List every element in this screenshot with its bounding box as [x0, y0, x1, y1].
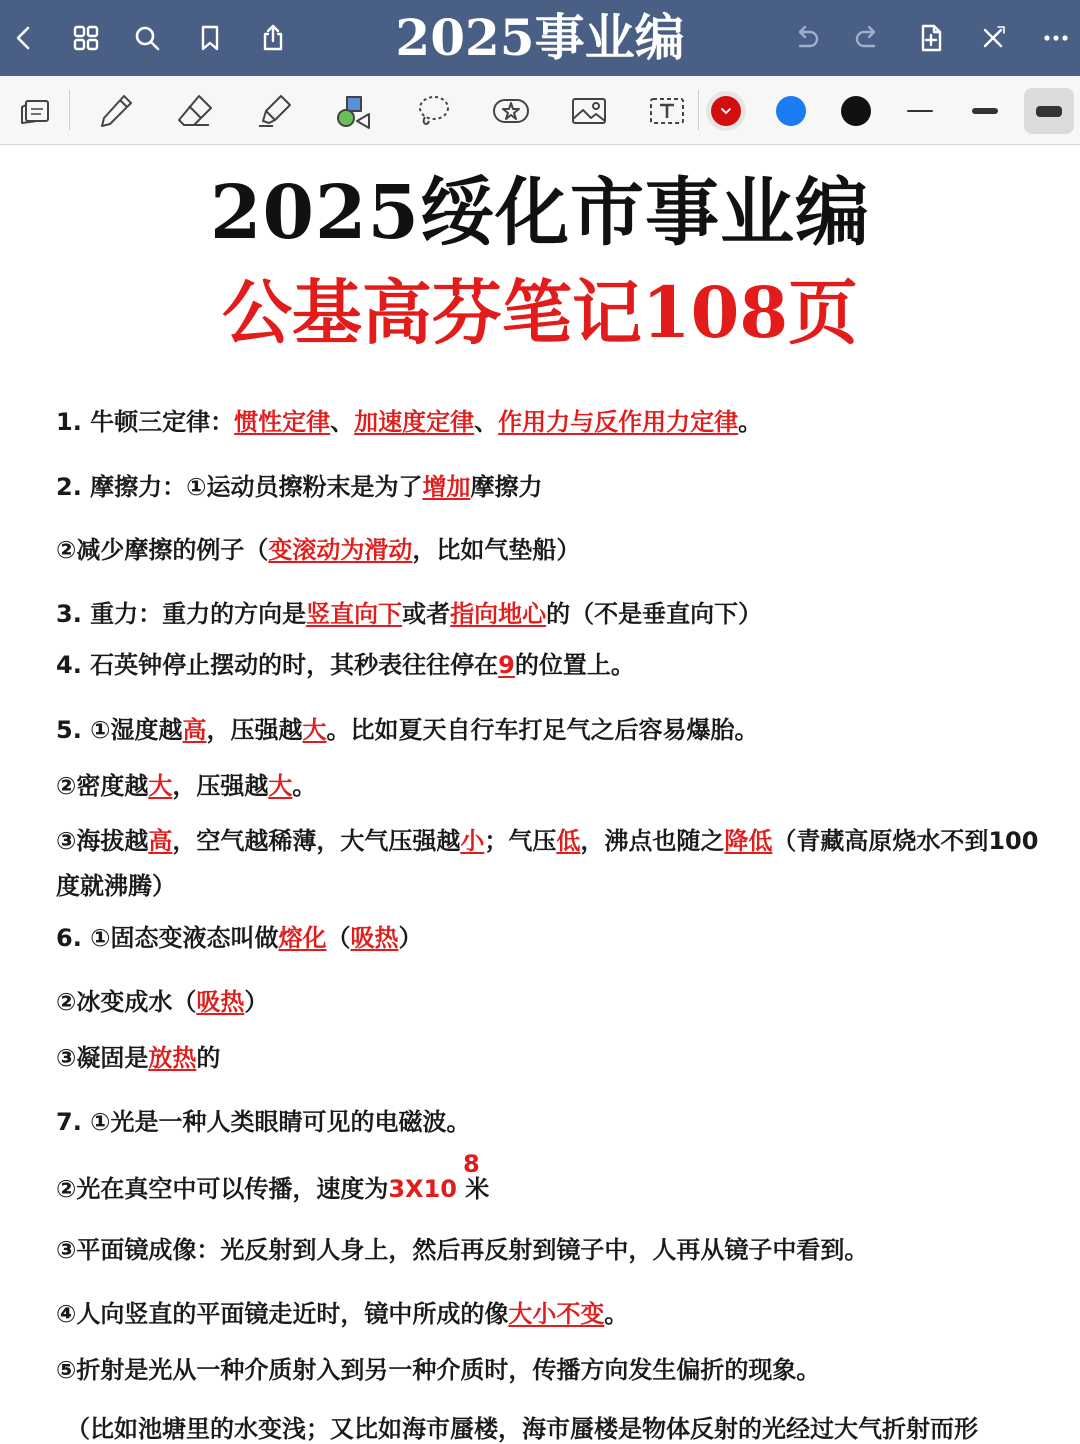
note-line [56, 650, 1056, 680]
note-text: ②密度越 [56, 772, 149, 800]
exponent: 8 [463, 1150, 480, 1178]
color-swatch-blue[interactable] [776, 96, 806, 126]
note-line [56, 472, 1056, 502]
note-line [56, 535, 1056, 565]
highlighted-term: 惯性定律 [234, 408, 331, 436]
highlighted-term: 大 [302, 716, 327, 744]
sticker-icon[interactable] [488, 88, 534, 134]
note-text: ②减少摩擦的例子（ [56, 536, 269, 564]
toolbar-divider [69, 90, 70, 130]
chevron-down-icon [711, 96, 741, 126]
note-text: ②光在真空中可以传播，速度为 [56, 1175, 389, 1203]
note-line [56, 1043, 1056, 1073]
back-icon[interactable] [4, 18, 44, 58]
note-text: ，空气越稀薄，大气压强越 [172, 827, 461, 855]
note-text: ，比如气垫船） [412, 536, 581, 564]
note-text: 的位置上。 [514, 651, 635, 679]
red-text: 3X10 [388, 1175, 457, 1203]
note-text: ，压强越 [206, 716, 303, 744]
highlighted-term: 降低 [724, 827, 773, 855]
lasso-icon[interactable] [410, 88, 456, 134]
top-app-bar [0, 0, 1080, 76]
note-text: （比如池塘里的水变浅；又比如海市蜃楼，海市蜃楼是物体反射的光经过大气折射而形 [66, 1415, 978, 1443]
image-icon[interactable] [566, 88, 612, 134]
note-text: ） [398, 924, 423, 952]
toolbar-divider [698, 90, 699, 130]
highlighted-term: 高 [182, 716, 207, 744]
note-text: 米 [456, 1175, 490, 1203]
stroke-thick[interactable] [1024, 88, 1074, 134]
add-page-icon[interactable] [911, 18, 951, 58]
note-text: 3. 重力：重力的方向是 [56, 600, 307, 628]
highlighted-term: 9 [498, 651, 515, 679]
note-line [56, 1299, 1056, 1329]
search-icon[interactable] [127, 18, 167, 58]
note-text: ；气压 [484, 827, 557, 855]
highlighted-term: 大小不变 [508, 1300, 605, 1328]
highlighted-term: 小 [460, 827, 485, 855]
stroke-medium[interactable] [960, 88, 1010, 134]
note-text: ②冰变成水（ [56, 988, 197, 1016]
highlighted-term: 指向地心 [450, 600, 547, 628]
note-text: 的 [196, 1044, 221, 1072]
note-text: 。 [604, 1300, 629, 1328]
note-text: ，压强越 [172, 772, 269, 800]
highlighted-term: 低 [556, 827, 581, 855]
note-text: 1. 牛顿三定律： [56, 408, 235, 436]
highlighted-term: 高 [148, 827, 173, 855]
highlighted-term: 大 [148, 772, 173, 800]
note-text: ④人向竖直的平面镜走近时，镜中所成的像 [56, 1300, 509, 1328]
highlighted-term: 吸热 [196, 988, 245, 1016]
document-title: 2025绥化市事业编 [210, 170, 870, 256]
note-text: 、 [474, 408, 499, 436]
stroke-thin[interactable] [895, 88, 945, 134]
note-text: 、 [330, 408, 355, 436]
note-text: ③平面镜成像：光反射到人身上，然后再反射到镜子中，人再从镜子中看到。 [56, 1236, 869, 1264]
note-text: ③凝固是 [56, 1044, 149, 1072]
note-line [56, 1355, 1056, 1385]
more-icon[interactable] [1036, 18, 1076, 58]
color-swatch-black[interactable] [841, 96, 871, 126]
note-text: （青藏高原烧水不到100度就沸腾） [56, 827, 1039, 900]
note-text: 6. ①固态变液态叫做 [56, 924, 279, 952]
grid-view-icon[interactable] [66, 18, 106, 58]
note-text: 2. 摩擦力：①运动员擦粉末是为了 [56, 473, 423, 501]
note-line [56, 599, 1056, 629]
note-text: ③海拔越 [56, 827, 149, 855]
highlighted-term: 熔化 [278, 924, 327, 952]
note-text: 或者 [402, 600, 451, 628]
note-text: 5. ①湿度越 [56, 716, 183, 744]
text-box-icon[interactable] [644, 88, 690, 134]
note-text: 。 [292, 772, 317, 800]
redo-icon[interactable] [848, 18, 888, 58]
shapes-icon[interactable] [330, 88, 376, 134]
note-text: 摩擦力 [470, 473, 543, 501]
note-line [56, 1235, 1056, 1265]
note-text: 4. 石英钟停止摆动的时，其秒表往往停在 [56, 651, 499, 679]
app-title: 2025事业编 [395, 8, 685, 67]
read-mode-icon[interactable] [14, 88, 60, 134]
bookmark-icon[interactable] [190, 18, 230, 58]
note-text: ） [244, 988, 269, 1016]
note-text: 。 [738, 408, 763, 436]
note-text: （ [326, 924, 351, 952]
pen-icon[interactable] [93, 88, 139, 134]
note-text: 的（不是垂直向下） [546, 600, 763, 628]
note-text: ，沸点也随之 [580, 827, 725, 855]
note-line [56, 923, 1056, 953]
note-text: 7. ①光是一种人类眼睛可见的电磁波。 [56, 1108, 471, 1136]
document-subtitle: 公基高芬笔记108页 [221, 271, 859, 354]
highlighted-term: 变滚动为滑动 [268, 536, 413, 564]
highlighted-term: 增加 [422, 473, 471, 501]
close-icon[interactable] [973, 18, 1013, 58]
note-line [56, 407, 1056, 437]
undo-icon[interactable] [786, 18, 826, 58]
highlighter-icon[interactable] [252, 88, 298, 134]
note-line [56, 819, 1056, 909]
share-icon[interactable] [253, 18, 293, 58]
note-line [56, 715, 1056, 745]
note-line [56, 1107, 1056, 1137]
note-line [56, 987, 1056, 1017]
highlighted-term: 大 [268, 772, 293, 800]
highlighted-term: 作用力与反作用力定律 [498, 408, 739, 436]
highlighted-term: 竖直向下 [306, 600, 403, 628]
note-text: 。比如夏天自行车打足气之后容易爆胎。 [326, 716, 759, 744]
highlighted-term: 加速度定律 [354, 408, 475, 436]
color-swatch-red[interactable] [711, 96, 741, 126]
note-line [56, 1174, 1056, 1204]
highlighted-term: 放热 [148, 1044, 197, 1072]
note-line [56, 771, 1056, 801]
eraser-icon[interactable] [172, 88, 218, 134]
note-text: ⑤折射是光从一种介质射入到另一种介质时，传播方向发生偏折的现象。 [56, 1356, 821, 1384]
annotation-toolbar [0, 76, 1080, 145]
highlighted-term: 吸热 [350, 924, 399, 952]
